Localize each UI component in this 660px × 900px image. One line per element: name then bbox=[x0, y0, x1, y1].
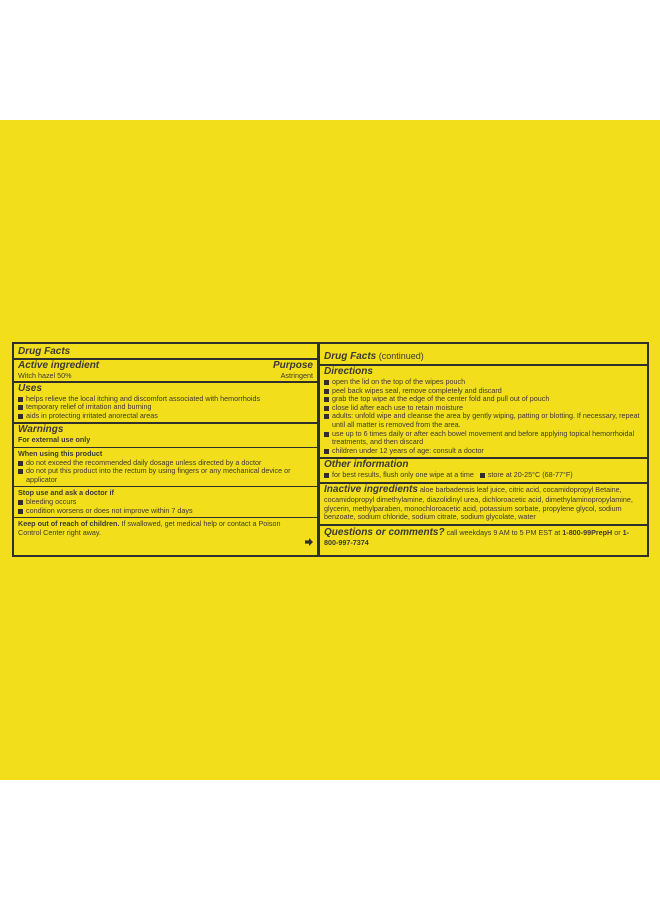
when-using-heading: When using this product bbox=[18, 448, 103, 458]
active-ingredient-value: Witch hazel 50% bbox=[18, 371, 72, 380]
list-item: temporary relief of irritation and burning bbox=[18, 403, 313, 412]
list-item: peel back wipes seal, remove completely and discard bbox=[324, 387, 643, 396]
inactive-ingredients-heading: Inactive ingredients bbox=[324, 483, 418, 495]
drug-facts-continued-panel bbox=[318, 342, 649, 557]
list-item: open the lid on the top of the wipes pouch bbox=[324, 378, 643, 387]
list-item: condition worsens or does not improve within 7 days bbox=[18, 507, 313, 516]
stop-use-heading: Stop use and ask a doctor if bbox=[18, 488, 114, 498]
uses-heading: Uses bbox=[18, 382, 42, 394]
phone-number: 1-800-99PrepH bbox=[562, 527, 613, 537]
divider bbox=[14, 517, 317, 518]
list-item: adults: unfold wipe and cleanse the area by gently wiping, patting or blotting. If necessary, repeat until all matter is removed from the area. bbox=[324, 412, 643, 429]
other-information-heading: Other information bbox=[324, 459, 409, 471]
list-item: do not exceed the recommended daily dosage unless directed by a doctor bbox=[18, 459, 313, 468]
inactive-ingredients: Inactive ingredients aloe barbadensis leaf juice, citric acid, cocamidopropyl Betaine, cocamidopropyl dimethylamine, diazolidinyl urea, dichloroacetic acid, dimethylaminopropylamine, glycerin, methylparaben, monochloroacetic acid, potassium sorbate, propylene glycol, sodium benzoate, sodium chloride, sodium citrate, sodium glycolate, water bbox=[324, 483, 633, 522]
keep-out-warning: Keep out of reach of children. If swallowed, get medical help or contact a Poison Control Center right away. bbox=[18, 519, 281, 537]
divider bbox=[14, 447, 317, 448]
other-information-text: for best results, flush only one wipe at a time store at 20-25°C (68-77°F) bbox=[324, 471, 643, 480]
list-item: use up to 6 times daily or after each bowel movement and before applying topical hemorrhoidal treatments, and then discard bbox=[324, 430, 643, 447]
divider bbox=[14, 486, 317, 487]
list-item: close lid after each use to retain moisture bbox=[324, 404, 643, 413]
list-item: grab the top wipe at the edge of the center fold and pull out of pouch bbox=[324, 395, 643, 404]
list-item: do not put this product into the rectum by using fingers or any mechanical device or applicator bbox=[18, 467, 313, 484]
warnings-heading: Warnings bbox=[18, 424, 64, 436]
list-item: aids in protecting irritated anorectal areas bbox=[18, 412, 313, 421]
purpose-value: Astringent bbox=[280, 371, 313, 380]
purpose-heading: Purpose bbox=[272, 360, 313, 371]
list-item: helps relieve the local itching and discomfort associated with hemorrhoids bbox=[18, 395, 313, 404]
list-item: bleeding occurs bbox=[18, 498, 313, 507]
active-ingredient-heading: Active ingredient bbox=[18, 360, 100, 371]
continue-arrow-icon bbox=[305, 538, 313, 546]
questions-heading: Questions or comments? bbox=[324, 526, 445, 538]
drug-facts-title: Drug Facts bbox=[324, 351, 377, 362]
drug-facts-panel bbox=[12, 342, 319, 557]
list-item: children under 12 years of age: consult a doctor bbox=[324, 447, 643, 456]
continued-label: (continued) bbox=[376, 351, 424, 361]
drug-facts-title: Drug Facts bbox=[18, 346, 71, 357]
questions-contact: Questions or comments? call weekdays 9 AM to 5 PM EST at 1-800-99PrepH or 1-800-997-7374 bbox=[324, 526, 630, 547]
phone-number: 1-800-997-7374 bbox=[324, 527, 630, 547]
directions-heading: Directions bbox=[324, 366, 373, 377]
external-use-note: For external use only bbox=[18, 435, 91, 445]
